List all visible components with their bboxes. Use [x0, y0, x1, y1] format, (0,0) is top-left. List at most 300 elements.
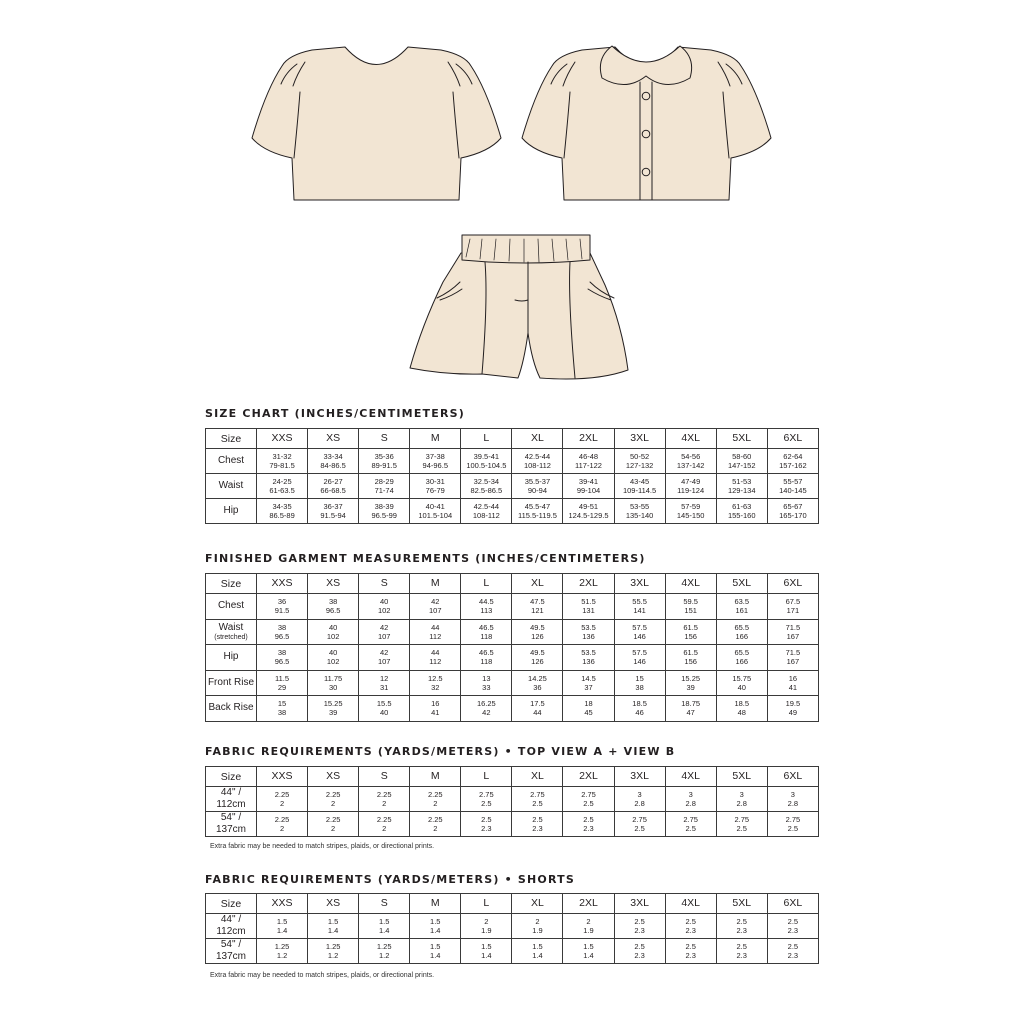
- value-secondary: 126: [531, 631, 544, 641]
- value-secondary: 99-104: [576, 486, 601, 495]
- value-primary: 2.5: [634, 942, 645, 951]
- size-header-3xl: 3XL: [614, 767, 665, 787]
- value-primary: 2.75: [785, 815, 801, 824]
- table-cell: [512, 449, 563, 474]
- value-primary: 24-25: [272, 477, 292, 486]
- table-cell: [767, 787, 818, 812]
- value-primary: 2.25: [274, 790, 290, 799]
- value-secondary: 1.4: [378, 926, 390, 935]
- table-cell: [614, 594, 665, 620]
- value-secondary: 121: [531, 606, 544, 616]
- table-cell: [308, 499, 359, 524]
- size-header-3xl: 3XL: [614, 574, 665, 594]
- table-cell: [716, 939, 767, 964]
- value-secondary: 45: [584, 708, 593, 718]
- size-header-5xl: 5XL: [716, 767, 767, 787]
- table-cell: [308, 914, 359, 939]
- table-cell: [308, 449, 359, 474]
- value-primary: 39.5-41: [473, 452, 500, 461]
- value-secondary: 129-134: [727, 486, 756, 495]
- value-secondary: 2: [279, 799, 285, 808]
- value-secondary: 1.9: [481, 926, 492, 935]
- value-primary: 2.5: [583, 815, 594, 824]
- table-cell: [563, 939, 614, 964]
- value-secondary: 157-162: [779, 461, 807, 470]
- table-cell: [410, 939, 461, 964]
- value-secondary: 40: [737, 682, 746, 692]
- value-secondary: 41: [788, 682, 798, 692]
- table-cell: [461, 812, 512, 837]
- size-header-s: S: [359, 894, 410, 914]
- value-primary: 61-63: [732, 502, 752, 511]
- value-primary: 28-29: [374, 477, 394, 486]
- value-secondary: 96.5-99: [371, 511, 397, 520]
- table-cell: [563, 449, 614, 474]
- value-primary: 2.5: [532, 815, 543, 824]
- table-cell: [665, 696, 716, 722]
- table-cell: [665, 670, 716, 696]
- table-cell: [614, 499, 665, 524]
- value-primary: 1.25: [376, 942, 392, 951]
- value-primary: 49.5: [530, 622, 545, 632]
- value-secondary: 117-122: [575, 461, 602, 470]
- table-cell: [512, 645, 563, 671]
- table-cell: [410, 474, 461, 499]
- table-cell: [614, 449, 665, 474]
- value-primary: 42.5-44: [524, 452, 551, 461]
- table-cell: [614, 812, 665, 837]
- table-cell: [461, 696, 512, 722]
- value-primary: 51-53: [732, 477, 752, 486]
- size-header-xs: XS: [308, 574, 359, 594]
- value-secondary: 2.3: [736, 926, 747, 935]
- table-cell: [461, 939, 512, 964]
- value-primary: 2.25: [427, 815, 443, 824]
- value-secondary: 1.9: [583, 926, 594, 935]
- value-secondary: 1.2: [276, 951, 288, 960]
- value-primary: 55-57: [783, 477, 803, 486]
- table-cell: [716, 670, 767, 696]
- size-header-5xl: 5XL: [716, 574, 767, 594]
- table-row: [206, 787, 819, 812]
- value-primary: 35.5-37: [524, 477, 551, 486]
- value-secondary: 1.4: [532, 951, 543, 960]
- finished-measurements-title: FINISHED GARMENT MEASUREMENTS (INCHES/CENTIMETERS): [205, 552, 646, 565]
- value-primary: 37-38: [425, 452, 445, 461]
- table-cell: [410, 787, 461, 812]
- value-primary: 1.25: [325, 942, 341, 951]
- size-header-m: M: [410, 574, 461, 594]
- value-secondary: 2: [382, 799, 387, 808]
- table-cell: [359, 645, 410, 671]
- value-primary: 57-59: [681, 502, 701, 511]
- value-secondary: 91.5-94: [320, 511, 346, 520]
- table-cell: [359, 619, 410, 645]
- table-cell: [512, 499, 563, 524]
- size-chart-table: [205, 428, 819, 524]
- value-secondary: 61-63.5: [269, 486, 295, 495]
- value-secondary: 167: [786, 657, 800, 667]
- size-header-5xl: 5XL: [716, 429, 767, 449]
- value-primary: 1.5: [276, 917, 288, 926]
- value-primary: 40: [328, 622, 338, 632]
- value-primary: 65.5: [734, 648, 750, 658]
- value-secondary: 49: [788, 708, 798, 718]
- value-secondary: 109-114.5: [622, 486, 657, 495]
- table-cell: [308, 696, 359, 722]
- value-secondary: 31: [380, 682, 389, 692]
- value-secondary: 1.9: [532, 926, 543, 935]
- table-cell: [563, 619, 614, 645]
- value-primary: 42: [380, 622, 389, 632]
- value-primary: 45.5-47: [524, 502, 551, 511]
- header-row: [206, 894, 819, 914]
- row-sublabel: (stretched): [214, 633, 248, 641]
- size-header-xs: XS: [308, 894, 359, 914]
- value-primary: 2.5: [736, 917, 747, 926]
- value-primary: 51.5: [581, 597, 596, 607]
- shorts-illustration: [410, 235, 628, 379]
- table-cell: [512, 787, 563, 812]
- value-secondary: 48: [737, 708, 746, 718]
- size-header-2xl: 2XL: [563, 574, 614, 594]
- row-label-text: 54" / 137cm: [215, 812, 246, 835]
- table-cell: [614, 939, 665, 964]
- value-primary: 32.5-34: [473, 477, 500, 486]
- table-cell: [614, 619, 665, 645]
- table-cell: [410, 812, 461, 837]
- value-primary: 2.75: [734, 815, 750, 824]
- table-cell: [257, 914, 308, 939]
- value-primary: 18: [584, 699, 593, 709]
- table-cell: [512, 696, 563, 722]
- header-row: [206, 574, 819, 594]
- value-primary: 2.25: [427, 790, 443, 799]
- value-primary: 63.5: [734, 597, 750, 607]
- table-cell: [614, 645, 665, 671]
- value-secondary: 2.5: [685, 824, 696, 833]
- top-view-b-illustration: [522, 46, 771, 200]
- table-cell: [716, 645, 767, 671]
- table-cell: [563, 787, 614, 812]
- table-cell: [359, 787, 410, 812]
- table-cell: [308, 474, 359, 499]
- value-secondary: 82.5-86.5: [470, 486, 503, 495]
- value-secondary: 1.4: [481, 951, 492, 960]
- value-secondary: 147-152: [727, 461, 756, 470]
- value-secondary: 100.5-104.5: [466, 461, 507, 470]
- value-secondary: 2.8: [736, 799, 747, 808]
- table-cell: [410, 670, 461, 696]
- row-label: [206, 939, 257, 964]
- value-secondary: 36: [533, 682, 542, 692]
- value-primary: 18.5: [632, 699, 647, 709]
- table-cell: [308, 787, 359, 812]
- value-primary: 40: [328, 648, 338, 658]
- table-cell: [257, 619, 308, 645]
- value-primary: 2.5: [736, 942, 747, 951]
- value-primary: 2.5: [787, 942, 799, 951]
- value-primary: 50-52: [629, 452, 650, 461]
- row-label: [206, 914, 257, 939]
- size-header-l: L: [461, 767, 512, 787]
- table-cell: [767, 499, 818, 524]
- row-label-text: Back Rise: [208, 702, 254, 714]
- table-cell: [665, 914, 716, 939]
- fabric-tops-note: Extra fabric may be needed to match stripes, plaids, or directional prints.: [210, 843, 435, 850]
- row-label-text: Waist: [218, 480, 244, 491]
- value-primary: 3: [688, 790, 693, 799]
- value-primary: 13: [482, 673, 491, 683]
- size-header-3xl: 3XL: [614, 429, 665, 449]
- row-label-text: Waist: [218, 621, 244, 633]
- table-cell: [665, 645, 716, 671]
- table-cell: [461, 474, 512, 499]
- table-row: [206, 449, 819, 474]
- table-cell: [308, 645, 359, 671]
- value-secondary: 47: [686, 708, 695, 718]
- size-header-xxs: XXS: [257, 574, 308, 594]
- value-secondary: 107: [377, 657, 391, 667]
- value-secondary: 136: [582, 631, 595, 641]
- value-primary: 44: [431, 622, 440, 632]
- value-primary: 26-27: [323, 477, 343, 486]
- value-primary: 1.5: [378, 917, 390, 926]
- value-secondary: 151: [684, 606, 697, 616]
- row-label: [206, 474, 257, 499]
- value-primary: 2.75: [632, 815, 647, 824]
- value-secondary: 40: [380, 708, 389, 718]
- value-secondary: 102: [377, 606, 391, 616]
- value-primary: 2.75: [479, 790, 494, 799]
- table-cell: [308, 594, 359, 620]
- table-cell: [461, 787, 512, 812]
- value-primary: 53.5: [581, 648, 596, 658]
- size-header-label: Size: [206, 429, 257, 449]
- value-primary: 1.5: [327, 917, 339, 926]
- value-primary: 47-49: [681, 477, 701, 486]
- table-cell: [665, 594, 716, 620]
- value-secondary: 136: [582, 657, 595, 667]
- table-cell: [359, 939, 410, 964]
- table-cell: [461, 645, 512, 671]
- table-cell: [257, 670, 308, 696]
- table-row: [206, 499, 819, 524]
- value-primary: 42: [380, 648, 389, 658]
- value-secondary: 1.4: [583, 951, 594, 960]
- size-header-6xl: 6XL: [767, 429, 818, 449]
- table-cell: [359, 594, 410, 620]
- value-primary: 44: [431, 648, 440, 658]
- value-primary: 42: [431, 597, 440, 607]
- table-cell: [410, 499, 461, 524]
- table-cell: [716, 619, 767, 645]
- value-secondary: 2: [382, 824, 387, 833]
- value-secondary: 108-112: [523, 461, 551, 470]
- value-secondary: 2: [433, 824, 438, 833]
- value-secondary: 166: [735, 631, 748, 641]
- value-secondary: 38: [277, 708, 287, 718]
- top-view-a-illustration: [252, 47, 501, 200]
- size-header-xl: XL: [512, 429, 563, 449]
- table-cell: [665, 499, 716, 524]
- table-cell: [716, 449, 767, 474]
- value-primary: 38: [277, 622, 287, 632]
- table-cell: [716, 696, 767, 722]
- table-cell: [512, 914, 563, 939]
- table-cell: [563, 474, 614, 499]
- size-header-s: S: [359, 429, 410, 449]
- value-primary: 2.25: [376, 815, 392, 824]
- table-cell: [665, 449, 716, 474]
- value-primary: 2.75: [683, 815, 698, 824]
- size-header-xs: XS: [308, 429, 359, 449]
- size-header-6xl: 6XL: [767, 574, 818, 594]
- value-primary: 33-34: [323, 452, 343, 461]
- value-primary: 39-41: [578, 477, 599, 486]
- value-secondary: 66-68.5: [320, 486, 346, 495]
- value-secondary: 1.2: [327, 951, 339, 960]
- value-secondary: 165-170: [779, 511, 807, 520]
- value-secondary: 2.5: [787, 824, 799, 833]
- value-secondary: 146: [633, 657, 646, 667]
- value-secondary: 171: [786, 606, 800, 616]
- row-label: [206, 594, 257, 620]
- value-primary: 71.5: [785, 622, 801, 632]
- value-secondary: 91.5: [274, 606, 290, 616]
- table-cell: [461, 594, 512, 620]
- value-primary: 15: [635, 673, 644, 683]
- value-secondary: 2: [331, 824, 336, 833]
- value-secondary: 79-81.5: [269, 461, 295, 470]
- value-primary: 61.5: [683, 622, 698, 632]
- size-header-6xl: 6XL: [767, 767, 818, 787]
- value-primary: 14.25: [528, 673, 547, 683]
- value-primary: 2.25: [325, 815, 341, 824]
- value-secondary: 112: [429, 657, 442, 667]
- value-primary: 55.5: [632, 597, 647, 607]
- value-secondary: 108-112: [472, 511, 500, 520]
- table-cell: [308, 670, 359, 696]
- size-header-label: Size: [206, 767, 257, 787]
- value-primary: 1.5: [481, 942, 492, 951]
- table-cell: [563, 812, 614, 837]
- value-secondary: 2.5: [736, 824, 747, 833]
- value-secondary: 37: [584, 682, 593, 692]
- fabric-tops-table: [205, 766, 819, 837]
- value-primary: 53.5: [581, 622, 596, 632]
- fabric-shorts-table: [205, 893, 819, 964]
- value-secondary: 119-124: [677, 486, 705, 495]
- value-primary: 53-55: [629, 502, 650, 511]
- value-primary: 40: [380, 597, 389, 607]
- size-header-s: S: [359, 767, 410, 787]
- value-primary: 49-51: [578, 502, 599, 511]
- value-secondary: 131: [582, 606, 595, 616]
- table-cell: [716, 594, 767, 620]
- table-cell: [767, 670, 818, 696]
- table-cell: [767, 474, 818, 499]
- table-cell: [512, 670, 563, 696]
- value-primary: 43-45: [629, 477, 650, 486]
- value-primary: 61.5: [683, 648, 698, 658]
- table-cell: [563, 499, 614, 524]
- value-primary: 1.5: [532, 942, 543, 951]
- table-cell: [461, 670, 512, 696]
- value-primary: 34-35: [272, 502, 292, 511]
- value-primary: 38-39: [374, 502, 394, 511]
- size-header-s: S: [359, 574, 410, 594]
- table-row: [206, 594, 819, 620]
- value-primary: 71.5: [785, 648, 801, 658]
- value-secondary: 1.4: [327, 926, 339, 935]
- value-primary: 46-48: [578, 452, 599, 461]
- table-cell: [716, 812, 767, 837]
- size-header-xs: XS: [308, 767, 359, 787]
- value-secondary: 38: [635, 682, 644, 692]
- table-cell: [410, 619, 461, 645]
- row-label: [206, 812, 257, 837]
- value-secondary: 146: [633, 631, 646, 641]
- size-header-4xl: 4XL: [665, 767, 716, 787]
- value-primary: 2.5: [481, 815, 492, 824]
- value-primary: 2.5: [685, 942, 696, 951]
- value-secondary: 167: [786, 631, 800, 641]
- table-cell: [614, 474, 665, 499]
- table-cell: [665, 474, 716, 499]
- table-cell: [512, 939, 563, 964]
- value-secondary: 2.3: [532, 824, 543, 833]
- row-label: [206, 787, 257, 812]
- fabric-tops-title: FABRIC REQUIREMENTS (YARDS/METERS) • TOP VIEW A + VIEW B: [205, 745, 676, 758]
- table-cell: [257, 449, 308, 474]
- value-primary: 62-64: [783, 452, 803, 461]
- table-cell: [563, 696, 614, 722]
- size-header-l: L: [461, 429, 512, 449]
- value-primary: 47.5: [530, 597, 545, 607]
- table-row: [206, 812, 819, 837]
- value-secondary: 84-86.5: [320, 461, 346, 470]
- size-header-2xl: 2XL: [563, 767, 614, 787]
- value-secondary: 2: [433, 799, 438, 808]
- table-cell: [257, 474, 308, 499]
- value-secondary: 41: [431, 708, 440, 718]
- table-cell: [563, 645, 614, 671]
- table-cell: [767, 914, 818, 939]
- table-cell: [308, 812, 359, 837]
- value-secondary: 2.3: [583, 824, 594, 833]
- value-secondary: 29: [277, 682, 287, 692]
- table-cell: [461, 499, 512, 524]
- table-cell: [716, 787, 767, 812]
- value-secondary: 156: [684, 657, 697, 667]
- size-header-label: Size: [206, 894, 257, 914]
- table-cell: [359, 914, 410, 939]
- table-cell: [359, 696, 410, 722]
- value-secondary: 2.3: [787, 951, 799, 960]
- value-secondary: 39: [328, 708, 338, 718]
- table-cell: [665, 619, 716, 645]
- table-cell: [665, 787, 716, 812]
- value-primary: 2.25: [325, 790, 341, 799]
- table-cell: [767, 619, 818, 645]
- value-secondary: 42: [482, 708, 491, 718]
- row-label-text: Front Rise: [207, 676, 255, 688]
- table-cell: [410, 449, 461, 474]
- value-primary: 2.25: [274, 815, 290, 824]
- value-secondary: 1.2: [378, 951, 390, 960]
- value-primary: 46.5: [479, 648, 494, 658]
